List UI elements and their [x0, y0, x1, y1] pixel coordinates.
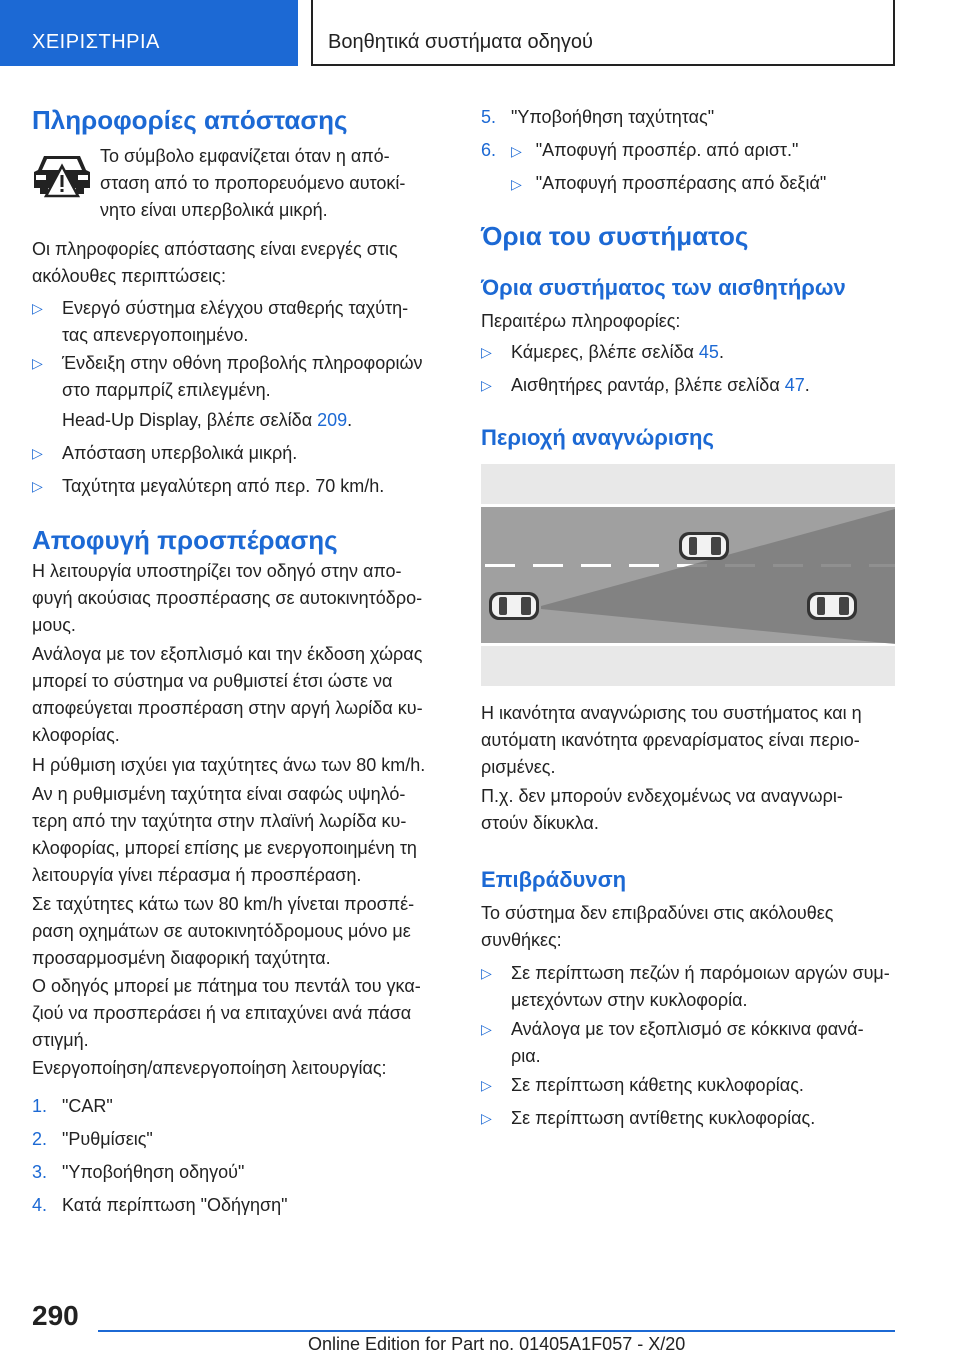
text-line: ρισμένες. — [481, 757, 556, 777]
paragraph — [32, 641, 452, 749]
triangle-bullet-icon: ▷ — [32, 478, 43, 494]
text-line: Σε περίπτωση αντίθετης κυκλοφορίας. — [511, 1108, 816, 1128]
paragraph — [481, 700, 901, 781]
triangle-bullet-icon: ▷ — [481, 965, 492, 981]
text-line: Ανάλογα με τον εξοπλισμό και την έκδοση χώρας — [32, 644, 423, 664]
text-line: Το σύμβολο εμφανίζεται όταν η από- — [100, 146, 390, 166]
active-intro — [32, 236, 452, 290]
text-line: φυγή ακούσιας προσπέρασης σε αυτοκινητόδρο- — [32, 588, 423, 608]
text-line: νητο είναι υπερβολικά μικρή. — [100, 200, 328, 220]
car-same-lane-icon — [807, 592, 857, 620]
text-line: λειτουργία γίνει πέρασμα ή προσπέραση. — [32, 865, 362, 885]
reference-end: . — [718, 342, 724, 362]
list-item — [32, 473, 452, 500]
list-item — [481, 339, 901, 366]
text-line: στούν δίκυκλα. — [481, 813, 599, 833]
triangle-bullet-icon: ▷ — [481, 1021, 492, 1037]
list-item — [481, 1072, 901, 1099]
text-line: συνθήκες: — [481, 930, 562, 950]
list-item — [481, 1105, 901, 1132]
text-line: μετεχόντων στην κυκλοφορία. — [511, 990, 748, 1010]
symbol-description — [100, 143, 450, 224]
page-number: 290 — [32, 1300, 79, 1331]
step-item — [32, 1126, 452, 1153]
page-link[interactable]: 47 — [784, 375, 805, 395]
car-ahead-icon — [679, 532, 729, 560]
heading-detection-area: Περιοχή αναγνώρισης — [481, 425, 714, 450]
text-line: μους. — [32, 615, 76, 635]
reference-text: Αισθητήρες ραντάρ, βλέπε σελίδα — [511, 375, 785, 395]
step-text: "Υποβοήθηση ταχύτητας" — [511, 107, 715, 127]
detection-area-illustration — [481, 464, 895, 686]
text-line: Ανάλογα με τον εξοπλισμό σε κόκκινα φανά- — [511, 1019, 864, 1039]
text-line: Π.χ. δεν μπορούν ενδεχομένως να αναγνωρι- — [481, 786, 843, 806]
step-text: Κατά περίπτωση "Οδήγηση" — [62, 1195, 288, 1215]
text-line: Η ικανότητα αναγνώρισης του συστήματος και η — [481, 703, 862, 723]
step-item — [32, 1159, 452, 1186]
heading-deceleration: Επιβράδυνση — [481, 867, 627, 892]
triangle-bullet-icon: ▷ — [481, 344, 492, 360]
text-line: ραση οχημάτων σε αυτοκινητόδρομους μόνο με — [32, 921, 411, 941]
triangle-bullet-icon: ▷ — [481, 377, 492, 393]
list-item — [481, 372, 901, 399]
list-item — [32, 350, 452, 404]
paragraph — [32, 752, 452, 779]
text-line: στιγμή. — [32, 1030, 89, 1050]
text-line: προσαρμοσμένη διαφορική ταχύτητα. — [32, 948, 331, 968]
step-text: "Υποβοήθηση οδηγού" — [62, 1162, 245, 1182]
heading-distance-info: Πληροφορίες απόστασης — [32, 105, 348, 135]
text-line: Το σύστημα δεν επιβραδύνει στις ακόλουθες — [481, 903, 834, 923]
reference-end: . — [347, 410, 353, 430]
step-item — [481, 170, 901, 198]
paragraph — [481, 900, 901, 954]
page-header — [0, 0, 960, 66]
text-line: ζιού να προσπεράσει ή να επιταχύνει ανά πάσα — [32, 1003, 412, 1023]
text-line: Η ρύθμιση ισχύει για ταχύτητες άνω των 80 km/h. — [32, 755, 426, 775]
list-item — [481, 960, 901, 1014]
step-text: "CAR" — [62, 1096, 113, 1116]
text-line: Ενεργό σύστημα ελέγχου σταθερής ταχύτη- — [62, 298, 409, 318]
text-line: σταση από το προπορευόμενο αυτοκί- — [100, 173, 406, 193]
step-number: 3. — [32, 1162, 48, 1182]
heading-system-limits: Όρια του συστήματος — [481, 221, 749, 251]
paragraph — [32, 1055, 452, 1082]
text-line: τερη από την ταχύτητα στην πλαϊνή λωρίδα κυ- — [32, 811, 407, 831]
step-text: "Ρυθμίσεις" — [62, 1129, 153, 1149]
text-line: κλοφορίας. — [32, 725, 120, 745]
text-line: αυτόματη ικανότητα φρεναρίσματος είναι περιο- — [481, 730, 860, 750]
text-line: Ενεργοποίηση/απενεργοποίηση λειτουργίας: — [32, 1058, 387, 1078]
heading-sensor-limits: Όρια συστήματος των αισθητήρων — [481, 275, 846, 300]
step-number: 6. — [481, 140, 497, 160]
step-number: 1. — [32, 1096, 48, 1116]
text-line: τας απενεργοποιημένο. — [62, 325, 249, 345]
step-item — [481, 104, 901, 131]
list-item — [32, 295, 452, 349]
paragraph — [32, 781, 452, 889]
chapter-tab: ΧΕΙΡΙΣΤΗΡΙΑ — [0, 0, 298, 66]
paragraph — [32, 891, 452, 972]
step-item — [481, 137, 901, 165]
paragraph: Περαιτέρω πληροφορίες: — [481, 311, 681, 331]
text-line: Σε ταχύτητες κάτω των 80 km/h γίνεται προσπέ- — [32, 894, 415, 914]
step-item — [32, 1192, 452, 1219]
header-underline — [311, 64, 895, 66]
text-line: Σε περίπτωση κάθετης κυκλοφορίας. — [511, 1075, 804, 1095]
step-number: 5. — [481, 107, 497, 127]
header-divider — [311, 0, 313, 66]
text-line: Ταχύτητα μεγαλύτερη από περ. 70 km/h. — [62, 476, 385, 496]
text-line: Οι πληροφορίες απόστασης είναι ενεργές στις — [32, 239, 398, 259]
reference-text: Head-Up Display, βλέπε σελίδα — [62, 410, 318, 430]
triangle-bullet-icon: ▷ — [511, 176, 522, 192]
triangle-bullet-icon: ▷ — [32, 445, 43, 461]
triangle-bullet-icon: ▷ — [481, 1110, 492, 1126]
paragraph — [32, 558, 452, 639]
cross-reference — [32, 407, 452, 434]
list-item — [32, 440, 452, 467]
step-number: 4. — [32, 1195, 48, 1215]
heading-overtake-avoidance: Αποφυγή προσπέρασης — [32, 525, 338, 555]
header-divider — [893, 0, 895, 66]
triangle-bullet-icon: ▷ — [32, 300, 43, 316]
section-title: Βοηθητικά συστήματα οδηγού — [328, 31, 593, 53]
text-line: στο παρμπρίζ επιλεγμένη. — [62, 380, 271, 400]
reference-text: Κάμερες, βλέπε σελίδα — [511, 342, 699, 362]
reference-end: . — [804, 375, 810, 395]
text-line: Ένδειξη στην οθόνη προβολής πληροφοριών — [62, 353, 423, 373]
text-line: ρια. — [511, 1046, 541, 1066]
step-number: 2. — [32, 1129, 48, 1149]
list-item — [481, 1016, 901, 1070]
text-line: Σε περίπτωση πεζών ή παρόμοιων αργών συμ- — [511, 963, 890, 983]
text-line: Απόσταση υπερβολικά μικρή. — [62, 443, 298, 463]
step-text: "Αποφυγή προσπέρασης από δεξιά" — [535, 173, 827, 193]
step-text: "Αποφυγή προσπέρ. από αριστ." — [535, 140, 799, 160]
edition-note: Online Edition for Part no. 01405A1F057 - X/20 — [308, 1334, 686, 1354]
page-link[interactable]: 209 — [317, 410, 348, 430]
footer-rule — [98, 1330, 895, 1332]
distance-warning-icon — [30, 148, 94, 200]
triangle-bullet-icon: ▷ — [511, 143, 522, 159]
text-line: Αν η ρυθμισμένη ταχύτητα είναι σαφώς υψηλό- — [32, 784, 406, 804]
triangle-bullet-icon: ▷ — [32, 355, 43, 371]
text-line: αποφεύγεται προσπέραση στην αργή λωρίδα κυ- — [32, 698, 423, 718]
page-link[interactable]: 45 — [698, 342, 719, 362]
paragraph — [32, 973, 452, 1054]
text-line: μπορεί το σύστημα να ρυθμιστεί έτσι ώστε να — [32, 671, 393, 691]
step-item — [32, 1093, 452, 1120]
text-line: Η λειτουργία υποστηρίζει τον οδηγό στην απο- — [32, 561, 402, 581]
text-line: ακόλουθες περιπτώσεις: — [32, 266, 226, 286]
text-line: κλοφορίας, μπορεί επίσης με ενεργοποιημένη τη — [32, 838, 417, 858]
triangle-bullet-icon: ▷ — [481, 1077, 492, 1093]
car-ego-icon — [489, 592, 539, 620]
text-line: Ο οδηγός μπορεί με πάτημα του πεντάλ του γκα- — [32, 976, 421, 996]
paragraph — [481, 783, 901, 837]
